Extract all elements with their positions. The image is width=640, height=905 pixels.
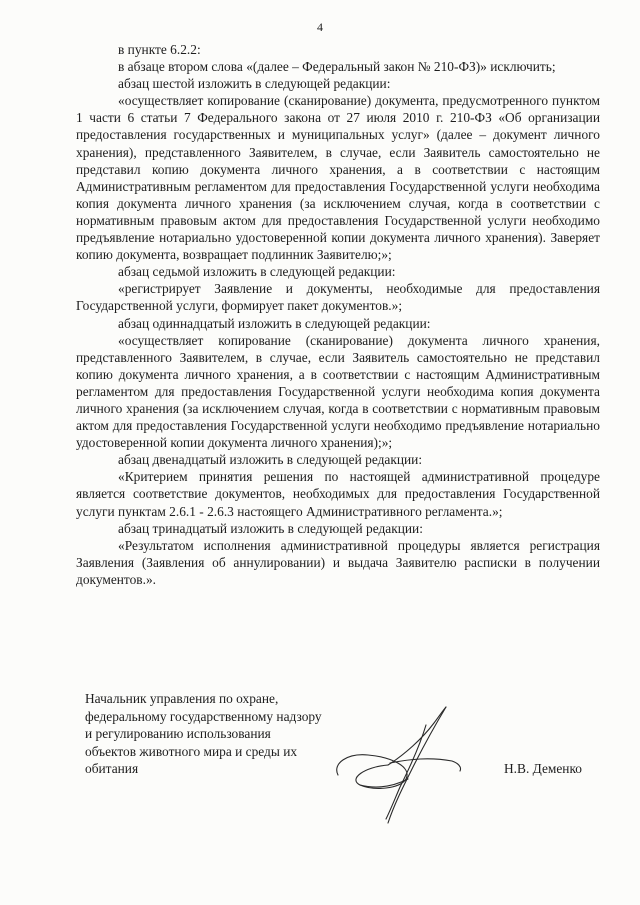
paragraph: абзац одиннадцатый изложить в следующей редакции: — [118, 315, 431, 331]
paragraph: в абзаце втором слова «(далее – Федеральный закон № 210-ФЗ)» исключить; — [118, 59, 556, 75]
paragraph: в пункте 6.2.2: — [118, 42, 201, 57]
page-number: 4 — [317, 20, 323, 34]
paragraph: абзац седьмой изложить в следующей редакции: — [118, 264, 396, 280]
paragraph: «регистрирует Заявление и документы, необходимые для предоставления Государственной услуги, формирует пакет документов.»; — [76, 281, 600, 314]
document-body — [76, 41, 600, 588]
paragraph: «осуществляет копирование (сканирование) документа, предусмотренного пунктом 1 части 6 статьи 7 Федерального закона от 27 июля 2010 г. 210-ФЗ «Об организации предоставления государственных и муниципальных услуг» (далее – документ личного хранения), представленного Заявителем, в случае, если Заявитель самостоятельно не представил копию документа личного хранения, а в соответствии с настоящим Административным регламентом для предоставления Государственной услуги необходима копия документа личного хранения (за исключением случая, когда в соответствии с нормативным правовым актом для предоставления Государственной услуги необходимо предъявление нотариально удостоверенной копии документа личного хранения). Заверяет копию документа, возвращает подлинник Заявителю;»; — [76, 93, 600, 263]
signatory-title: Начальник управления по охране, федеральному государственному надзору и регулированию использования объектов животного мира и среды их обитания — [85, 691, 322, 777]
paragraph: абзац двенадцатый изложить в следующей редакции: — [118, 452, 423, 468]
paragraph: «Критерием принятия решения по настоящей административной процедуре является соответствие документов, необходимых для предоставления Государственной услуги пунктам 2.6.1 - 2.6.3 настоящего Административного регламента.»; — [76, 469, 600, 519]
signatory-name: Н.В. Деменко — [504, 761, 582, 776]
paragraph: абзац тринадцатый изложить в следующей редакции: — [118, 520, 423, 536]
paragraph: «Результатом исполнения административной процедуры является регистрация Заявления (Заявления об аннулировании) и выдача Заявителю расписки в получении документов.». — [76, 537, 600, 587]
handwritten-signature — [330, 705, 470, 830]
paragraph: «осуществляет копирование (сканирование) документа личного хранения, представленного Заявителем, в случае, если Заявитель самостоятельно не представил копию документа личного хранения, а в соответствии с настоящим Административным регламентом для предоставления Государственной услуги необходима копия документа личного хранения (за исключением случая, когда в соответствии с нормативным правовым актом для предоставления Государственной услуги необходимо предъявление нотариально удостоверенной копии документа личного хранения);»; — [76, 332, 600, 451]
paragraph: абзац шестой изложить в следующей редакции: — [118, 76, 391, 92]
